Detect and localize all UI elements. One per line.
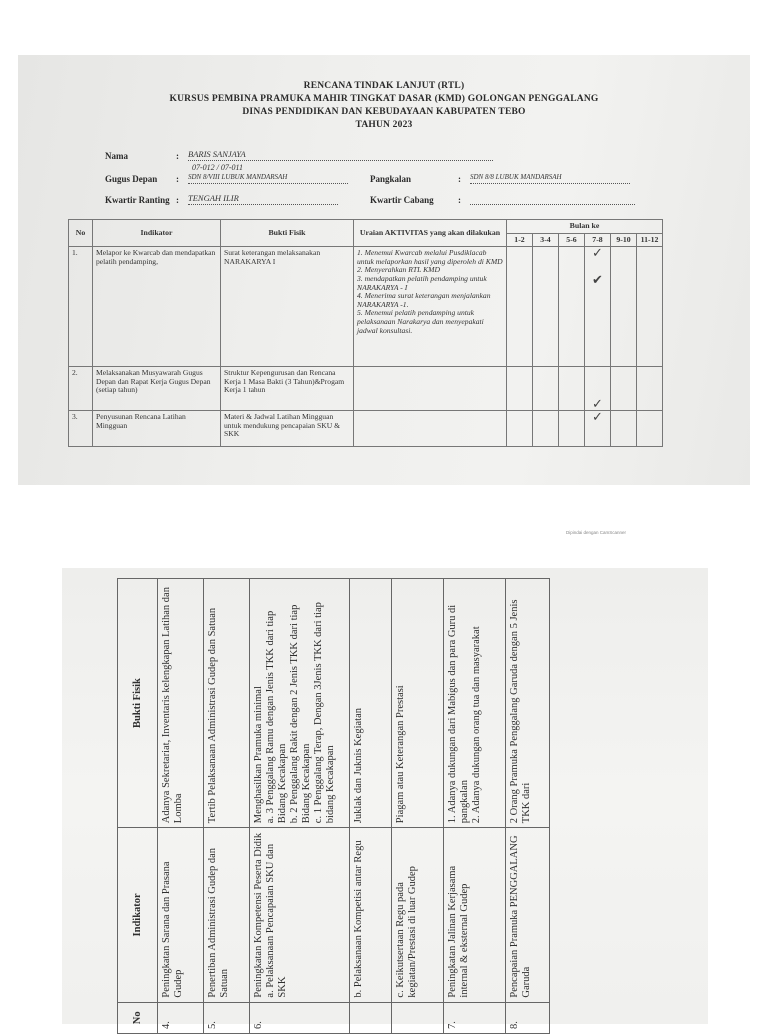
row-indikator: Penyusunan Rencana Latihan Mingguan [93, 411, 221, 447]
colon: : [458, 174, 461, 184]
row-bukti-fisik: Surat keterangan melaksanakan NARAKARYA I [221, 247, 354, 367]
row-bukti-fisik: Struktur Kepengurusan dan Rencana Kerja 1 Masa Bakti (3 Tahun)&Progam Kerja 1 tahun [221, 367, 354, 411]
table-row [444, 579, 506, 1034]
table-row [69, 411, 663, 447]
kwartir-cabang-label: Kwartir Cabang [370, 195, 434, 205]
row-indikator: Penertiban Administrasi Gudep dan Satuan [204, 828, 250, 1002]
col-header-no: No [69, 220, 93, 247]
table-row [69, 367, 663, 411]
row-bukti-fisik: 1. Adanya dukungan dari Mabigus dan para Guru di pangkalan 2. Adanya dukungan orang tua dan masyarakat [444, 579, 506, 828]
gugus-depan-value: SDN 8/VIII LUBUK MANDARSAH [188, 171, 348, 184]
month-check-cell [585, 247, 611, 367]
row-indikator: Pencapaian Pramuka PENGGALANG Garuda [506, 828, 550, 1002]
pangkalan-label: Pangkalan [370, 174, 412, 184]
month-header: 5-6 [559, 233, 585, 247]
row-indikator: Peningkatan Kompetensi Peserta Didik a. Pelaksanaan Pencapaian SKU dan SKK [250, 828, 350, 1002]
table-row [506, 579, 550, 1034]
nama-label: Nama [105, 151, 128, 161]
col-header-indikator: Indikator [118, 828, 158, 1002]
doc-year: TAHUN 2023 [355, 120, 413, 130]
row-indikator: Peningkatan Sarana dan Prasana Gudep [158, 828, 204, 1002]
scanner-watermark: Dipindai dengan CamScanner [566, 530, 627, 535]
month-header: 1-2 [507, 233, 533, 247]
nama-value: BARIS SANJAYA [188, 148, 493, 161]
rtl-table [68, 219, 663, 447]
col-header-bulan: Bulan ke [507, 220, 663, 234]
colon: : [176, 151, 179, 161]
gugus-depan-number: 07-012 / 07-011 [192, 163, 243, 172]
uraian-item: 3. mendapatkan pelatih pendamping untuk NARAKARYA - I [357, 273, 487, 292]
kwartir-cabang-value [470, 192, 635, 205]
row-indikator: Melaksanakan Musyawarah Gugus Depan dan Rapat Kerja Gugus Depan (setiap tahun) [93, 367, 221, 411]
kwartir-ranting-value: TENGAH ILIR [188, 192, 338, 205]
rotated-page [62, 568, 708, 1029]
row-no: 7. [444, 1002, 506, 1033]
uraian-item: 4. Menerima surat keterangan menjalankan NARAKARYA -1. [357, 291, 491, 309]
table-row [392, 579, 444, 1034]
check-mark: ✓ [585, 411, 611, 447]
row-bukti-fisik: Materi & Jadwal Latihan Mingguan untuk mendukung pencapaian SKU & SKK [221, 411, 354, 447]
row-indikator: c. Keikutsertaan Regu pada kegiatan/Prestasi di luar Gudep [392, 828, 444, 1002]
doc-subtitle-course: KURSUS PEMBINA PRAMUKA MAHIR TINGKAT DASAR (KMD) GOLONGAN PENGGALANG [169, 94, 599, 104]
row-no: 3. [69, 411, 93, 447]
check-mark: ✓ [592, 245, 603, 261]
row-uraian [354, 247, 507, 367]
table-row [250, 579, 350, 1034]
row-indikator: Peningkatan Jalinan Kerjasama internal & eksternal Gudep [444, 828, 506, 1002]
row-bukti-fisik: Piagam atau Keterangan Prestasi [392, 579, 444, 828]
month-header: 9-10 [611, 233, 637, 247]
row-indikator: b. Pelaksanaan Kompetisi antar Regu [350, 828, 392, 1002]
row-bukti-fisik: 2 Orang Pramuka Penggalang Garuda dengan 5 Jenis TKK dari [506, 579, 550, 828]
col-header-bukti-fisik: Bukti Fisik [118, 579, 158, 828]
row-bukti-fisik: Juklak dan Juknis Kegiatan [350, 579, 392, 828]
uraian-item: 1. Menemui Kwarcab melalui Pusdiklacab untuk melaporkan hasil yang diperoleh di KMD [357, 248, 503, 266]
month-header: 7-8 [585, 233, 611, 247]
kwartir-ranting-label: Kwartir Ranting [105, 195, 170, 205]
row-no: 6. [250, 1002, 350, 1033]
table-row [204, 579, 250, 1034]
row-no: 1. [69, 247, 93, 367]
uraian-item: 5. Menemui pelatih pendamping untuk pelaksanaan Narakarya dan menyepakati jadwal konsultasi. [357, 308, 484, 335]
row-no [350, 1002, 392, 1033]
row-bukti-fisik: Menghasilkan Pramuka minimal a. 3 Penggalang Ramu dengan Jenis TKK dari tiap Bidang Kecakapan b. 2 Penggalang Rakit dengan 2 Jenis TKK dari tiap Bidang Kecakapan c. 1 Penggalang Terap, Dengan 3Jenis TKK dari tiap bidang Kecakapan [250, 579, 350, 828]
row-indikator: Melapor ke Kwarcab dan mendapatkan pelatih pendamping, [93, 247, 221, 367]
gugus-depan-label: Gugus Depan [105, 174, 158, 184]
doc-subtitle-agency: DINAS PENDIDIKAN DAN KEBUDAYAAN KABUPATEN TEBO [242, 107, 526, 117]
row-no: 5. [204, 1002, 250, 1033]
document-photo-page-2 [62, 568, 708, 1029]
colon: : [458, 195, 461, 205]
row-no [392, 1002, 444, 1033]
pangkalan-value: SDN 8/8 LUBUK MANDARSAH [470, 171, 630, 184]
uraian-item: 2. Menyerahkan RTL KMD [357, 265, 440, 275]
table-row [69, 247, 663, 367]
table-row [350, 579, 392, 1034]
row-bukti-fisik: Tertib Pelaksanaan Administrasi Gudep dan Satuan [204, 579, 250, 828]
row-no: 8. [506, 1002, 550, 1033]
doc-title: RENCANA TINDAK LANJUT (RTL) [303, 81, 465, 91]
col-header-indikator: Indikator [93, 220, 221, 247]
month-header: 11-12 [637, 233, 663, 247]
document-photo-page-1 [18, 55, 750, 485]
colon: : [176, 174, 179, 184]
rtl-table-continued [117, 578, 550, 1034]
month-header: 3-4 [533, 233, 559, 247]
col-header-no: No [118, 1002, 158, 1033]
check-mark: ✔ [592, 271, 603, 287]
row-no: 2. [69, 367, 93, 411]
row-bukti-fisik: Adanya Sekretariat, Inventaris kelengkapan Latihan dan Lomba [158, 579, 204, 828]
check-mark: ✓ [585, 367, 611, 411]
col-header-bukti-fisik: Bukti Fisik [221, 220, 354, 247]
table-row [158, 579, 204, 1034]
colon: : [176, 195, 179, 205]
col-header-uraian: Uraian AKTIVITAS yang akan dilakukan [354, 220, 507, 247]
row-no: 4. [158, 1002, 204, 1033]
